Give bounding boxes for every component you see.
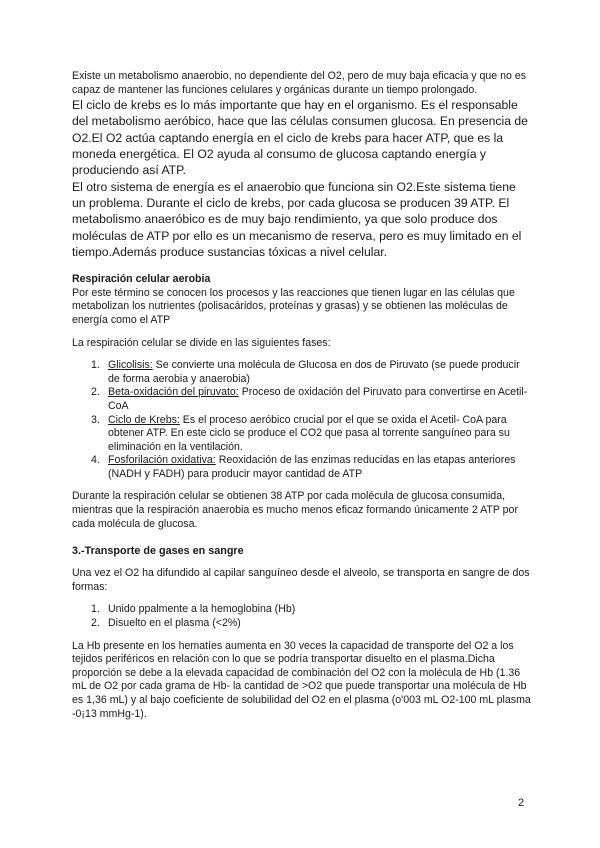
form-text: Unido ppalmente a la hemoglobina (Hb) — [108, 603, 296, 616]
list-item — [72, 386, 532, 413]
list-number: 4. — [91, 454, 100, 467]
forms-list — [72, 603, 532, 630]
respiracion-paragraph-3: Durante la respiración celular se obtienen 38 ATP por cada molécula de glucosa consumida, mientras que la respiración anaerobia es mucho menos eficaz formando únicamente 2 ATP por cada molécula de glucosa. — [72, 490, 518, 530]
phases-list — [72, 359, 532, 481]
respiracion-paragraph-2: La respiración celular se divide en las siguientes fases: — [72, 336, 331, 349]
list-item — [72, 359, 532, 386]
form-text: Disuelto en el plasma (<2%) — [108, 617, 241, 630]
list-item — [72, 454, 532, 481]
phase-term: Fosforilación oxidativa: — [108, 454, 216, 467]
list-item — [72, 414, 532, 455]
list-number: 1. — [91, 603, 100, 616]
phase-text: Proceso de oxidación del Piruvato para convertirse en Acetil-CoA — [108, 386, 528, 412]
section-heading-respiracion: Respiración celular aerobia — [72, 273, 211, 286]
list-number: 2. — [91, 617, 100, 630]
section-heading-transporte: 3.-Transporte de gases en sangre — [72, 545, 244, 558]
phase-text: Se convierte una molécula de Glucosa en dos de Piruvato (se puede producir de forma aerobia y anaerobia) — [108, 359, 520, 385]
list-item — [72, 603, 532, 617]
list-number: 3. — [91, 413, 100, 426]
list-number: 2. — [91, 386, 100, 399]
respiracion-paragraph-1: Por este término se conocen los procesos y las reacciones que tienen lugar en las células que metabolizan los nutrientes (polisacáridos, proteínas y grasas) y se obtienen las moléculas de energía como el ATP — [72, 286, 515, 326]
list-number: 1. — [91, 359, 100, 372]
page-number: 2 — [518, 797, 525, 809]
document-page — [72, 70, 532, 721]
intro-paragraph-3: El otro sistema de energía es el anaerobio que funciona sin O2.Este sistema tiene un problema. Durante el ciclo de krebs, por cada glucosa se producen 39 ATP. El metabolismo anaeróbico es de muy bajo rendimiento, ya que solo produce dos moléculas de ATP por ello es un mecanismo de reserva, pero es muy limitado en el tiempo.Además produce sustancias tóxicas a nivel celular. — [72, 179, 522, 259]
phase-term: Beta-oxidación del piruvato: — [108, 386, 239, 399]
phase-term: Ciclo de Krebs: — [108, 413, 180, 426]
transporte-paragraph-1: Una vez el O2 ha difundido al capilar sanguíneo desde el alveolo, se transporta en sangre de dos formas: — [72, 567, 530, 593]
intro-paragraph-1: Existe un metabolismo anaerobio, no dependiente del O2, pero de muy baja eficacia y que no es capaz de mantener las funciones celulares y orgánicas durante un tiempo prolongado. — [72, 70, 527, 96]
phase-text: Reoxidación de las enzimas reducidas en las etapas anteriores (NADH y FADH) para producir mayor cantidad de ATP — [108, 454, 516, 480]
transporte-paragraph-2: La Hb presente en los hematíes aumenta en 30 veces la capacidad de transporte del O2 a los tejidos periféricos en relación con lo que se podría transportar disuelto en el plasma.Dicha proporción se debe a la elevada capacidad de combinación del O2 con la molécula de Hb (1.36 mL de O2 por cada grama de Hb- la cantidad de >O2 que puede transportar una molécula de Hb es 1,36 mL) y al bajo coeficiente de solubilidad del O2 en el plasma (o'003 mL O2-100 mL plasma -0¡13 mmHg-1). — [72, 639, 531, 720]
list-item — [72, 617, 532, 631]
phase-term: Glicolisis: — [108, 359, 153, 372]
intro-paragraph-2: El ciclo de krebs es lo más importante que hay en el organismo. Es el responsable del metabolismo aeróbico, hace que las células consumen glucosa. En presencia de O2.El O2 actúa captando energía en el ciclo de krebs para hacer ATP, que es la moneda energética. El O2 ayuda al consumo de glucosa captando energía y produciendo así ATP. — [72, 98, 528, 178]
phase-text: Es el proceso aeróbico crucial por el que se oxida el Acetil- CoA para obtener ATP. En este ciclo se produce el CO2 que pasa al torrente sanguíneo para su eliminación en la ventilación. — [108, 413, 510, 453]
